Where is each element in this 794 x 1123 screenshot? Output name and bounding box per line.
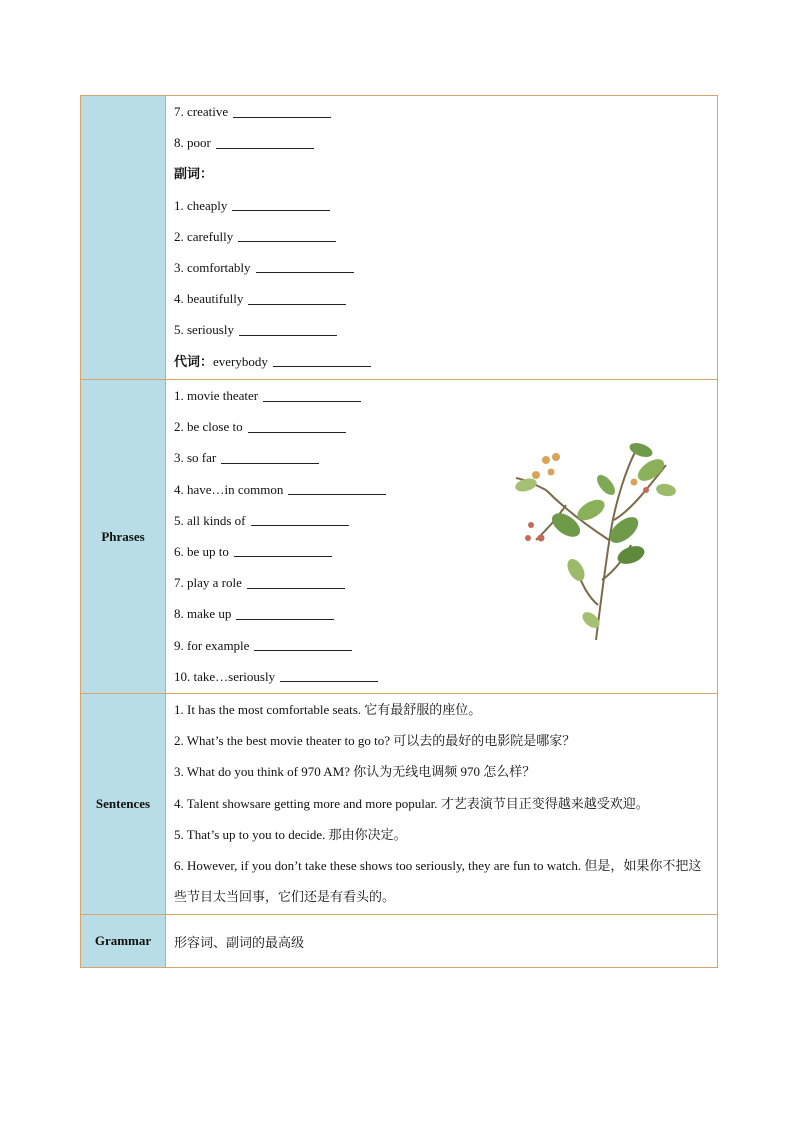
worksheet-table bbox=[80, 95, 718, 968]
answer-blank[interactable] bbox=[248, 432, 346, 433]
phrase-text: 2. be close to bbox=[174, 419, 243, 435]
answer-blank[interactable] bbox=[254, 650, 352, 651]
phrases-row bbox=[81, 380, 717, 694]
vocab-word: everybody bbox=[213, 353, 268, 369]
vocab-item bbox=[174, 127, 709, 158]
phrase-text: 9. for example bbox=[174, 637, 250, 653]
phrase-text: 3. so far bbox=[174, 450, 217, 466]
sentence-item: 4. Talent showsare getting more and more popular. 才艺表演节目正变得越来越受欢迎。 bbox=[174, 795, 649, 811]
sentences-header: Sentences bbox=[81, 694, 166, 914]
sentence-item: 1. It has the most comfortable seats. 它有最舒服的座位。 bbox=[174, 702, 482, 717]
answer-blank[interactable] bbox=[280, 681, 378, 682]
sentences-row bbox=[81, 694, 717, 915]
answer-blank[interactable] bbox=[216, 148, 314, 149]
answer-blank[interactable] bbox=[233, 117, 331, 118]
vocab-item bbox=[174, 252, 709, 283]
grammar-header: Grammar bbox=[81, 915, 166, 967]
sentences-cell bbox=[166, 694, 717, 914]
answer-blank[interactable] bbox=[234, 556, 332, 557]
answer-blank[interactable] bbox=[251, 525, 349, 526]
grammar-row bbox=[81, 915, 717, 967]
answer-blank[interactable] bbox=[232, 210, 330, 211]
answer-blank[interactable] bbox=[273, 366, 371, 367]
pronoun-label: 代词： bbox=[174, 353, 214, 369]
sentence-item: 5. That’s up to you to decide. 那由你决定。 bbox=[174, 826, 407, 842]
vocab-word: 7. creative bbox=[174, 104, 229, 119]
vocab-word: 8. poor bbox=[174, 135, 211, 151]
answer-blank[interactable] bbox=[256, 272, 354, 273]
plant-illustration bbox=[506, 430, 676, 650]
answer-blank[interactable] bbox=[238, 241, 336, 242]
phrase-text: 4. have…in common bbox=[174, 481, 284, 497]
phrases-cell bbox=[166, 380, 717, 693]
vocab-item bbox=[174, 314, 709, 345]
sentence-item: 2. What’s the best movie theater to go to? 可以去的最好的电影院是哪家？ bbox=[174, 733, 576, 749]
answer-blank[interactable] bbox=[288, 494, 386, 495]
vocab-item bbox=[174, 96, 709, 127]
answer-blank[interactable] bbox=[263, 401, 361, 402]
grammar-text: 形容词、副词的最高级 bbox=[174, 934, 305, 950]
phrase-text: 1. movie theater bbox=[174, 388, 259, 403]
vocab-item bbox=[174, 346, 709, 377]
phrase-text: 7. play a role bbox=[174, 575, 242, 591]
grammar-cell bbox=[166, 915, 717, 967]
answer-blank[interactable] bbox=[239, 335, 337, 336]
phrase-text: 5. all kinds of bbox=[174, 512, 246, 528]
phrase-item bbox=[174, 661, 709, 692]
vocab-word: 2. carefully bbox=[174, 228, 234, 244]
vocab-word: 4. beautifully bbox=[174, 291, 244, 307]
vocab-cell bbox=[166, 96, 717, 379]
vocab-word: 3. comfortably bbox=[174, 259, 251, 275]
answer-blank[interactable] bbox=[248, 304, 346, 305]
adverb-label: 副词： bbox=[174, 166, 214, 182]
phrase-text: 6. be up to bbox=[174, 543, 229, 559]
vocab-row bbox=[81, 96, 717, 380]
vocab-item bbox=[174, 283, 709, 314]
vocab-word: 1. cheaply bbox=[174, 197, 228, 213]
vocab-header-cell bbox=[81, 96, 166, 379]
sentence-item: 6. However, if you don’t take these shows too seriously, they are fun to watch. 但是，如果你不把这些节目太当回事，它们还是有看头的。 bbox=[174, 857, 702, 905]
answer-blank[interactable] bbox=[247, 588, 345, 589]
phrase-text: 10. take…seriously bbox=[174, 668, 276, 684]
phrases-header: Phrases bbox=[81, 380, 166, 693]
sentence-item: 3. What do you think of 970 AM? 你认为无线电调频 970 怎么样？ bbox=[174, 764, 536, 780]
phrase-item bbox=[174, 380, 709, 411]
vocab-word: 5. seriously bbox=[174, 322, 234, 338]
vocab-item bbox=[174, 221, 709, 252]
answer-blank[interactable] bbox=[221, 463, 319, 464]
answer-blank[interactable] bbox=[236, 619, 334, 620]
vocab-item bbox=[174, 190, 709, 221]
phrase-text: 8. make up bbox=[174, 606, 232, 622]
